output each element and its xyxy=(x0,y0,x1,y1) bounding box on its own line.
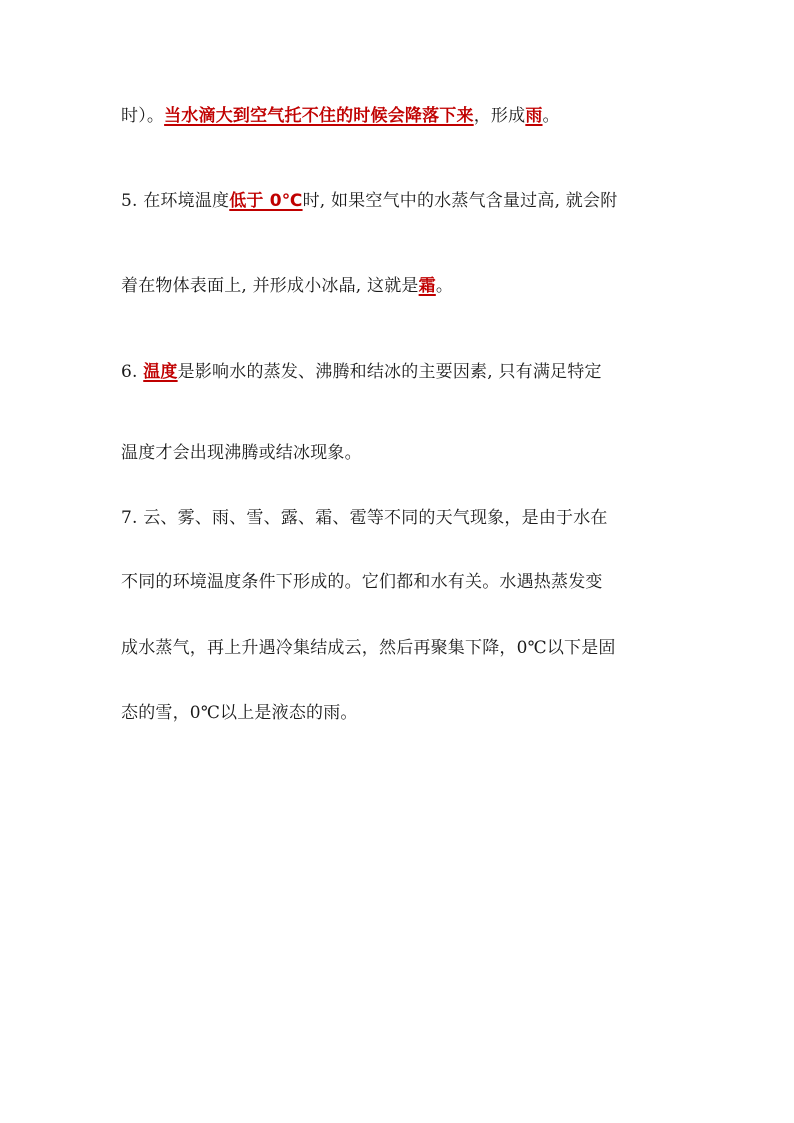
text-segment: 着在物体表面上, 并形成小冰晶, 这就是 xyxy=(121,276,419,296)
text-segment: 成水蒸气，再上升遇冷集结成云，然后再聚集下降，0℃以下是固 xyxy=(121,638,616,658)
text-segment: 是影响水的蒸发、沸腾和结冰的主要因素, 只有满足特定 xyxy=(177,362,602,382)
text-segment: 。 xyxy=(435,276,454,296)
text-segment: ，形成 xyxy=(473,106,526,126)
text-segment: 不同的环境温度条件下形成的。它们都和水有关。水遇热蒸发变 xyxy=(121,572,603,592)
highlighted-text: 当水滴大到空气托不住的时候会降落下来 xyxy=(164,106,474,126)
text-segment: 态的雪，0℃以上是液态的雨。 xyxy=(121,703,358,723)
text-segment: 7. 云、雾、雨、雪、露、霜、雹等不同的天气现象，是由于水在 xyxy=(121,508,608,528)
text-line-3 xyxy=(121,274,453,298)
highlighted-text: 霜 xyxy=(418,276,436,296)
highlighted-text: 低于 0℃ xyxy=(229,191,303,211)
text-line-1 xyxy=(121,104,560,128)
text-segment: 6. xyxy=(121,362,144,382)
text-line-9 xyxy=(121,701,358,725)
highlighted-text: 温度 xyxy=(143,362,178,382)
text-line-2 xyxy=(121,189,617,213)
text-segment: 温度才会出现沸腾或结冰现象。 xyxy=(121,443,362,463)
text-line-6 xyxy=(121,506,608,530)
text-line-4 xyxy=(121,360,602,384)
highlighted-text: 雨 xyxy=(525,106,543,126)
text-line-7 xyxy=(121,570,603,594)
text-segment: 时）。 xyxy=(121,106,165,126)
text-segment: 5. 在环境温度 xyxy=(121,191,230,211)
text-line-5 xyxy=(121,441,362,465)
text-line-8 xyxy=(121,636,616,660)
text-segment: 。 xyxy=(542,106,560,126)
text-segment: 时, 如果空气中的水蒸气含量过高, 就会附 xyxy=(302,191,618,211)
